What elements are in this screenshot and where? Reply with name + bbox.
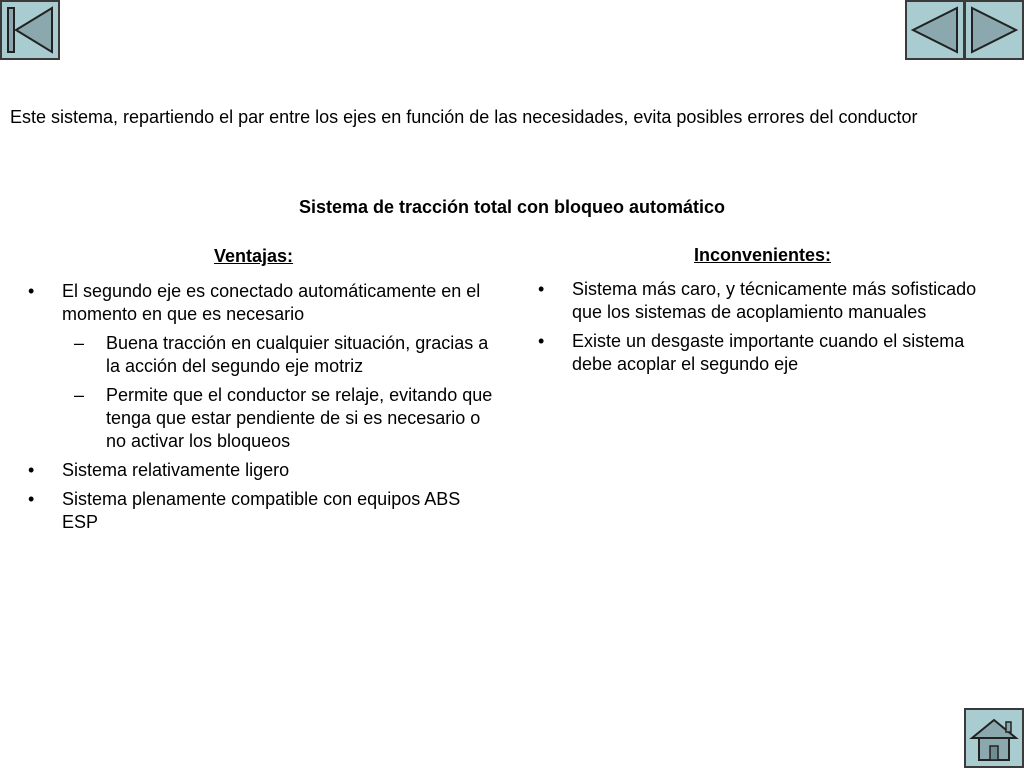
home-icon xyxy=(966,710,1022,766)
list-item xyxy=(24,280,494,326)
bullet: • xyxy=(538,331,545,351)
list-subitem-text: Buena tracción en cualquier situación, gracias a la acción del segundo eje motriz xyxy=(106,333,489,376)
list-item-text: Sistema relativamente ligero xyxy=(62,460,290,480)
dash-bullet: – xyxy=(74,333,85,353)
list-item xyxy=(24,459,494,482)
list-item xyxy=(24,488,494,534)
inconvenientes-heading: Inconvenientes: xyxy=(694,245,832,265)
next-slide-icon xyxy=(966,2,1022,58)
dash-bullet: – xyxy=(74,385,85,405)
bullet: • xyxy=(28,460,35,480)
list-item-text: Sistema plenamente compatible con equipos ABS ESP xyxy=(62,489,461,532)
inconvenientes-list xyxy=(534,278,984,382)
first-slide-icon xyxy=(2,2,58,58)
ventajas-list xyxy=(24,280,494,540)
list-item-text: Sistema más caro, y técnicamente más sofisticado que los sistemas de acoplamiento manuales xyxy=(572,279,977,322)
slide-title: Sistema de tracción total con bloqueo automático xyxy=(298,197,726,217)
next-slide-button[interactable] xyxy=(964,0,1024,60)
list-item-text: El segundo eje es conectado automáticamente en el momento en que es necesario xyxy=(62,281,481,324)
list-item-text: Existe un desgaste importante cuando el sistema debe acoplar el segundo eje xyxy=(572,331,965,374)
bullet: • xyxy=(28,281,35,301)
ventajas-heading: Ventajas: xyxy=(214,246,294,266)
list-item xyxy=(534,278,984,324)
previous-slide-icon xyxy=(907,2,963,58)
list-item xyxy=(534,330,984,376)
list-subitem xyxy=(24,332,494,378)
intro-text: Este sistema, repartiendo el par entre los ejes en función de las necesidades, evita posibles errores del conductor xyxy=(10,107,918,127)
home-button[interactable] xyxy=(964,708,1024,768)
bullet: • xyxy=(538,279,545,299)
list-subitem-text: Permite que el conductor se relaje, evitando que tenga que estar pendiente de si es necesario o no activar los bloqueos xyxy=(106,385,493,451)
first-slide-button[interactable] xyxy=(0,0,60,60)
bullet: • xyxy=(28,489,35,509)
previous-slide-button[interactable] xyxy=(905,0,965,60)
list-subitem xyxy=(24,384,494,453)
